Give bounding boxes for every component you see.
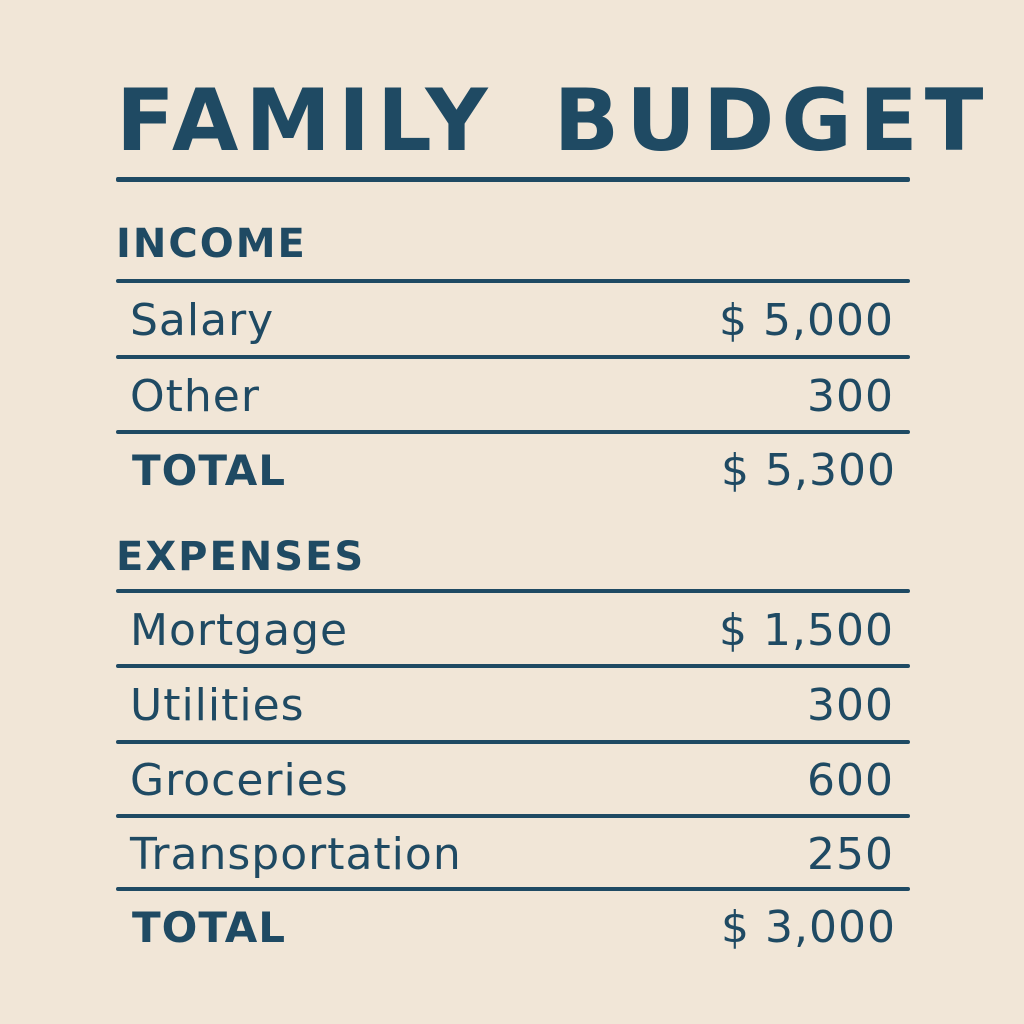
- expenses-row-label: Groceries: [130, 754, 349, 806]
- row-divider: [116, 740, 910, 744]
- expenses-row-amount: $ 1,500: [719, 604, 894, 656]
- income-row-amount: $ 5,000: [719, 294, 894, 346]
- expenses-header-divider: [116, 589, 910, 593]
- expenses-row-groceries: [130, 752, 894, 808]
- expenses-row-utilities: [130, 677, 894, 733]
- row-divider: [116, 814, 910, 818]
- row-divider: [116, 430, 910, 434]
- income-row-amount: 300: [807, 370, 894, 422]
- page-title: FAMILY BUDGET: [116, 71, 991, 171]
- row-divider: [116, 887, 910, 891]
- income-row-other: [130, 368, 894, 424]
- expenses-row-label: Transportation: [130, 828, 462, 880]
- income-row-salary: [130, 292, 894, 348]
- expenses-total-row: [132, 899, 896, 955]
- row-divider: [116, 664, 910, 668]
- expenses-row-mortgage: [130, 602, 894, 658]
- expenses-row-label: Mortgage: [130, 604, 349, 656]
- income-row-label: Salary: [130, 294, 275, 346]
- income-row-label: Other: [130, 370, 260, 422]
- income-total-label: TOTAL: [132, 445, 287, 495]
- expenses-total-label: TOTAL: [132, 902, 287, 952]
- title-divider: [116, 177, 910, 182]
- income-header-divider: [116, 279, 910, 283]
- expenses-row-amount: 250: [807, 828, 894, 880]
- income-heading: INCOME: [116, 221, 307, 267]
- expenses-heading: EXPENSES: [116, 534, 366, 580]
- expenses-total-amount: $ 3,000: [721, 901, 896, 953]
- row-divider: [116, 355, 910, 359]
- expenses-row-amount: 300: [807, 679, 894, 731]
- income-total-amount: $ 5,300: [721, 444, 896, 496]
- expenses-row-transportation: [130, 826, 894, 882]
- income-total-row: [132, 442, 896, 498]
- expenses-row-label: Utilities: [130, 679, 305, 731]
- expenses-row-amount: 600: [807, 754, 894, 806]
